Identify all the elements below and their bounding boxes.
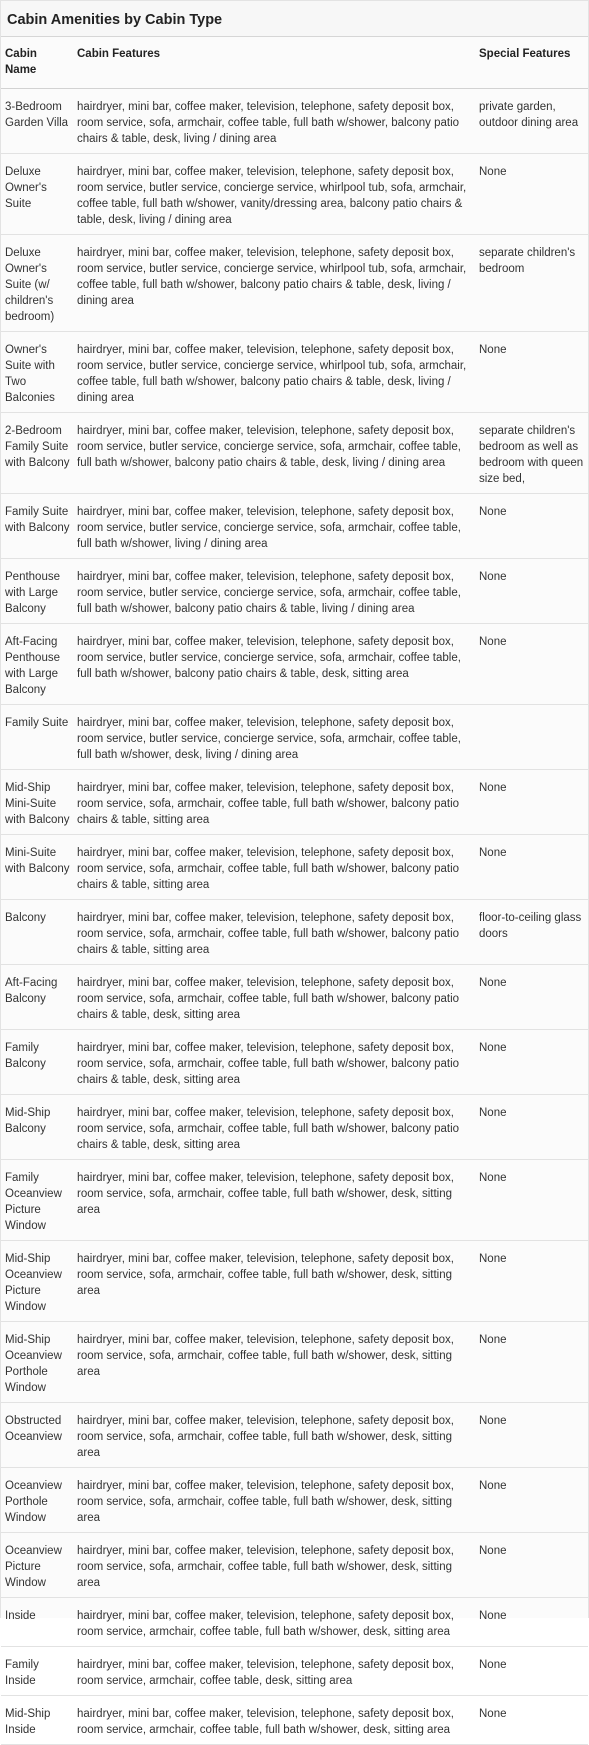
cabin-name-cell: Family Suite with Balcony <box>1 494 73 559</box>
cabin-features-cell: hairdryer, mini bar, coffee maker, television, telephone, safety deposit box, room service, sofa, armchair, coffee table, full bath w/shower, balcony patio chairs & table, sitting area <box>73 900 475 965</box>
table-row <box>1 900 588 965</box>
special-features-cell: None <box>475 1533 588 1598</box>
cabin-name-cell: Penthouse with Large Balcony <box>1 559 73 624</box>
table-row <box>1 89 588 154</box>
cabin-features-cell: hairdryer, mini bar, coffee maker, television, telephone, safety deposit box, room service, butler service, concierge service, sofa, armchair, coffee table, full bath w/shower, living / dining area <box>73 494 475 559</box>
table-row <box>1 1468 588 1533</box>
special-features-cell: None <box>475 1403 588 1468</box>
special-features-cell: None <box>475 624 588 705</box>
table-row <box>1 1322 588 1403</box>
cabin-name-cell: 2-Bedroom Family Suite with Balcony <box>1 413 73 494</box>
table-row <box>1 835 588 900</box>
special-features-cell: None <box>475 770 588 835</box>
cabin-name-cell: Family Inside <box>1 1647 73 1696</box>
special-features-cell: None <box>475 154 588 235</box>
cabin-features-cell: hairdryer, mini bar, coffee maker, television, telephone, safety deposit box, room service, sofa, armchair, coffee table, full bath w/shower, balcony patio chairs & table, sitting area <box>73 770 475 835</box>
table-row <box>1 1030 588 1095</box>
column-header-special-features: Special Features <box>475 37 588 89</box>
cabin-features-cell: hairdryer, mini bar, coffee maker, television, telephone, safety deposit box, room service, sofa, armchair, coffee table, full bath w/shower, desk, sitting area <box>73 1160 475 1241</box>
cabin-features-cell: hairdryer, mini bar, coffee maker, television, telephone, safety deposit box, room service, sofa, armchair, coffee table, full bath w/shower, desk, sitting area <box>73 1241 475 1322</box>
table-header <box>1 37 588 89</box>
special-features-cell: None <box>475 1598 588 1647</box>
table-row <box>1 1647 588 1696</box>
table-row <box>1 559 588 624</box>
table-row <box>1 1095 588 1160</box>
table-row <box>1 705 588 770</box>
cabin-name-cell: Family Balcony <box>1 1030 73 1095</box>
cabin-name-cell: Aft-Facing Penthouse with Large Balcony <box>1 624 73 705</box>
table-row <box>1 1160 588 1241</box>
cabin-features-cell: hairdryer, mini bar, coffee maker, television, telephone, safety deposit box, room service, butler service, concierge service, sofa, armchair, coffee table, full bath w/shower, balcony patio chairs & table, living / dining area <box>73 559 475 624</box>
cabin-name-cell: Aft-Facing Balcony <box>1 965 73 1030</box>
cabin-features-cell: hairdryer, mini bar, coffee maker, television, telephone, safety deposit box, room service, sofa, armchair, coffee table, full bath w/shower, desk, sitting area <box>73 1533 475 1598</box>
cabin-features-cell: hairdryer, mini bar, coffee maker, television, telephone, safety deposit box, room service, sofa, armchair, coffee table, full bath w/shower, balcony patio chairs & table, desk, sitting area <box>73 1095 475 1160</box>
special-features-cell: separate children's bedroom <box>475 235 588 332</box>
table-row <box>1 235 588 332</box>
special-features-cell: None <box>475 494 588 559</box>
column-header-cabin-name: Cabin Name <box>1 37 73 89</box>
cabin-name-cell: Obstructed Oceanview <box>1 1403 73 1468</box>
cabin-features-cell: hairdryer, mini bar, coffee maker, television, telephone, safety deposit box, room service, sofa, armchair, coffee table, full bath w/shower, desk, sitting area <box>73 1403 475 1468</box>
cabin-features-cell: hairdryer, mini bar, coffee maker, television, telephone, safety deposit box, room service, butler service, concierge service, whirlpool tub, sofa, armchair, coffee table, full bath w/shower, balcony patio chairs & table, desk, living / dining area <box>73 332 475 413</box>
cabin-name-cell: Deluxe Owner's Suite (w/ children's bedroom) <box>1 235 73 332</box>
special-features-cell: None <box>475 1647 588 1696</box>
special-features-cell: None <box>475 559 588 624</box>
cabin-features-cell: hairdryer, mini bar, coffee maker, television, telephone, safety deposit box, room service, butler service, concierge service, sofa, armchair, coffee table, full bath w/shower, desk, living / dining area <box>73 705 475 770</box>
cabin-features-cell: hairdryer, mini bar, coffee maker, television, telephone, safety deposit box, room service, armchair, coffee table, full bath w/shower, desk, sitting area <box>73 1598 475 1647</box>
cabin-name-cell: Mini-Suite with Balcony <box>1 835 73 900</box>
panel-title: Cabin Amenities by Cabin Type <box>1 0 588 37</box>
cabin-name-cell: Oceanview Picture Window <box>1 1533 73 1598</box>
table-row <box>1 1598 588 1647</box>
cabin-name-cell: Oceanview Porthole Window <box>1 1468 73 1533</box>
table-row <box>1 413 588 494</box>
cabin-features-cell: hairdryer, mini bar, coffee maker, television, telephone, safety deposit box, room service, sofa, armchair, coffee table, full bath w/shower, balcony patio chairs & table, desk, sitting area <box>73 1030 475 1095</box>
special-features-cell: None <box>475 1095 588 1160</box>
special-features-cell: private garden, outdoor dining area <box>475 89 588 154</box>
cabin-name-cell: Inside <box>1 1598 73 1647</box>
special-features-cell: None <box>475 332 588 413</box>
cabin-features-cell: hairdryer, mini bar, coffee maker, television, telephone, safety deposit box, room service, armchair, coffee table, desk, sitting area <box>73 1647 475 1696</box>
cabin-features-cell: hairdryer, mini bar, coffee maker, television, telephone, safety deposit box, room service, armchair, coffee table, full bath w/shower, desk, sitting area <box>73 1696 475 1745</box>
cabin-name-cell: Family Suite <box>1 705 73 770</box>
table-row <box>1 1403 588 1468</box>
special-features-cell: None <box>475 1468 588 1533</box>
special-features-cell: None <box>475 965 588 1030</box>
cabin-features-cell: hairdryer, mini bar, coffee maker, television, telephone, safety deposit box, room service, butler service, concierge service, whirlpool tub, sofa, armchair, coffee table, full bath w/shower, balcony patio chairs & table, desk, living / dining area <box>73 235 475 332</box>
cabin-name-cell: 3-Bedroom Garden Villa <box>1 89 73 154</box>
cabin-name-cell: Deluxe Owner's Suite <box>1 154 73 235</box>
special-features-cell: None <box>475 1030 588 1095</box>
cabin-features-cell: hairdryer, mini bar, coffee maker, television, telephone, safety deposit box, room service, sofa, armchair, coffee table, full bath w/shower, desk, sitting area <box>73 1322 475 1403</box>
table-row <box>1 1696 588 1745</box>
table-body <box>1 89 588 1745</box>
column-header-cabin-features: Cabin Features <box>73 37 475 89</box>
table-row <box>1 1533 588 1598</box>
table-row <box>1 494 588 559</box>
cabin-name-cell: Mid-Ship Balcony <box>1 1095 73 1160</box>
special-features-cell: floor-to-ceiling glass doors <box>475 900 588 965</box>
cabin-name-cell: Mid-Ship Mini-Suite with Balcony <box>1 770 73 835</box>
special-features-cell: None <box>475 835 588 900</box>
cabin-features-cell: hairdryer, mini bar, coffee maker, television, telephone, safety deposit box, room service, butler service, concierge service, sofa, armchair, coffee table, full bath w/shower, balcony patio chairs & table, desk, living / dining area <box>73 413 475 494</box>
special-features-cell: None <box>475 1696 588 1745</box>
cabin-features-cell: hairdryer, mini bar, coffee maker, television, telephone, safety deposit box, room service, sofa, armchair, coffee table, full bath w/shower, desk, sitting area <box>73 1468 475 1533</box>
cabin-features-cell: hairdryer, mini bar, coffee maker, television, telephone, safety deposit box, room service, butler service, concierge service, sofa, armchair, coffee table, full bath w/shower, balcony patio chairs & table, desk, sitting area <box>73 624 475 705</box>
cabin-name-cell: Mid-Ship Inside <box>1 1696 73 1745</box>
cabin-name-cell: Balcony <box>1 900 73 965</box>
table-row <box>1 624 588 705</box>
cabin-name-cell: Owner's Suite with Two Balconies <box>1 332 73 413</box>
table-row <box>1 332 588 413</box>
cabin-features-cell: hairdryer, mini bar, coffee maker, television, telephone, safety deposit box, room service, sofa, armchair, coffee table, full bath w/shower, balcony patio chairs & table, desk, sitting area <box>73 965 475 1030</box>
special-features-cell <box>475 705 588 770</box>
cabin-name-cell: Mid-Ship Oceanview Porthole Window <box>1 1322 73 1403</box>
cabin-features-cell: hairdryer, mini bar, coffee maker, television, telephone, safety deposit box, room service, sofa, armchair, coffee table, full bath w/shower, balcony patio chairs & table, desk, living / dining area <box>73 89 475 154</box>
special-features-cell: separate children's bedroom as well as bedroom with queen size bed, <box>475 413 588 494</box>
amenities-table <box>1 37 588 1745</box>
cabin-name-cell: Mid-Ship Oceanview Picture Window <box>1 1241 73 1322</box>
table-row <box>1 1241 588 1322</box>
special-features-cell: None <box>475 1160 588 1241</box>
special-features-cell: None <box>475 1241 588 1322</box>
special-features-cell: None <box>475 1322 588 1403</box>
cabin-features-cell: hairdryer, mini bar, coffee maker, television, telephone, safety deposit box, room service, butler service, concierge service, whirlpool tub, sofa, armchair, coffee table, full bath w/shower, vanity/dressing area, balcony patio chairs & table, desk, living / dining area <box>73 154 475 235</box>
table-row <box>1 770 588 835</box>
header-row <box>1 37 588 89</box>
cabin-features-cell: hairdryer, mini bar, coffee maker, television, telephone, safety deposit box, room service, sofa, armchair, coffee table, full bath w/shower, balcony patio chairs & table, sitting area <box>73 835 475 900</box>
cabin-name-cell: Family Oceanview Picture Window <box>1 1160 73 1241</box>
table-row <box>1 965 588 1030</box>
table-row <box>1 154 588 235</box>
